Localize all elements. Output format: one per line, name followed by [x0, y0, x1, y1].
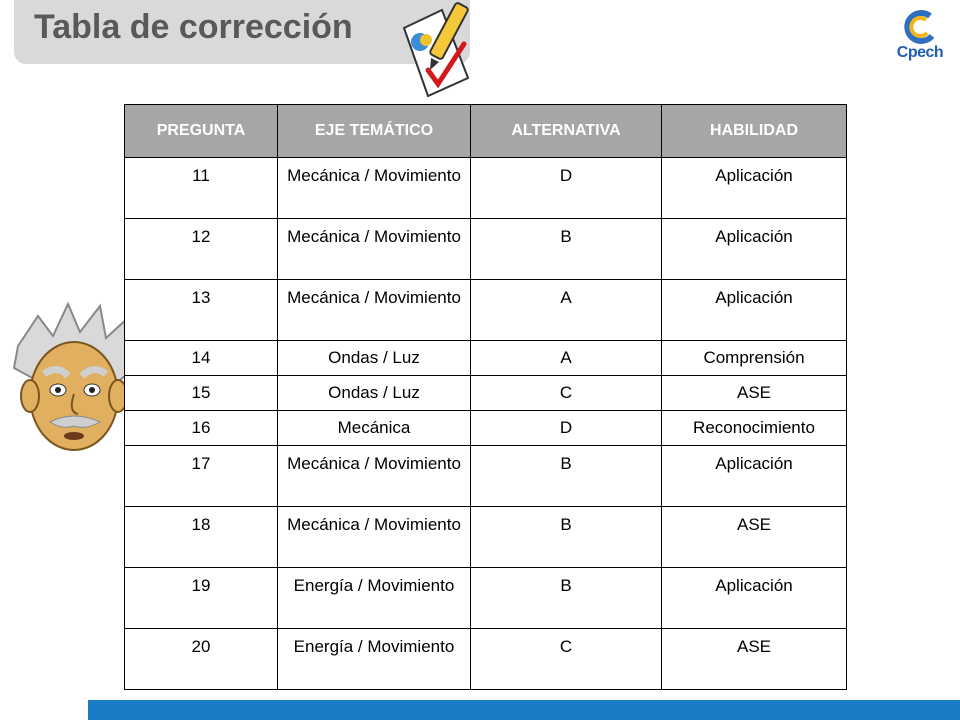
- cell-eje: Ondas / Luz: [278, 341, 471, 376]
- cell-pregunta: 12: [125, 219, 278, 280]
- cell-habilidad: Aplicación: [662, 446, 847, 507]
- header-eje-tematico: EJE TEMÁTICO: [278, 105, 471, 158]
- cell-habilidad: ASE: [662, 507, 847, 568]
- correction-table: [124, 104, 847, 690]
- header-pregunta: PREGUNTA: [125, 105, 278, 158]
- cell-pregunta: 15: [125, 376, 278, 411]
- table-row: [125, 158, 847, 219]
- cell-eje: Mecánica / Movimiento: [278, 446, 471, 507]
- cell-habilidad: Aplicación: [662, 568, 847, 629]
- cell-pregunta: 18: [125, 507, 278, 568]
- table-row: [125, 341, 847, 376]
- cell-pregunta: 19: [125, 568, 278, 629]
- cell-alternativa: C: [471, 376, 662, 411]
- logo-text: Cpech: [896, 44, 944, 61]
- table-row: [125, 629, 847, 690]
- cell-habilidad: ASE: [662, 376, 847, 411]
- cell-habilidad: Aplicación: [662, 280, 847, 341]
- header-alternativa: ALTERNATIVA: [471, 105, 662, 158]
- cell-eje: Ondas / Luz: [278, 376, 471, 411]
- cell-alternativa: A: [471, 280, 662, 341]
- cell-habilidad: Aplicación: [662, 219, 847, 280]
- cell-eje: Mecánica / Movimiento: [278, 219, 471, 280]
- cell-alternativa: B: [471, 219, 662, 280]
- cell-habilidad: Aplicación: [662, 158, 847, 219]
- cell-pregunta: 20: [125, 629, 278, 690]
- cell-eje: Mecánica: [278, 411, 471, 446]
- table-row: [125, 568, 847, 629]
- table-row: [125, 219, 847, 280]
- cell-pregunta: 16: [125, 411, 278, 446]
- cell-pregunta: 11: [125, 158, 278, 219]
- cell-alternativa: B: [471, 568, 662, 629]
- cpech-logo: [888, 6, 952, 64]
- cell-habilidad: Reconocimiento: [662, 411, 847, 446]
- header-habilidad: HABILIDAD: [662, 105, 847, 158]
- cell-habilidad: Comprensión: [662, 341, 847, 376]
- page-title: Tabla de corrección: [34, 8, 353, 46]
- table-row: [125, 376, 847, 411]
- footer-bar: [88, 700, 960, 720]
- cell-eje: Energía / Movimiento: [278, 629, 471, 690]
- table-row: [125, 280, 847, 341]
- cell-pregunta: 13: [125, 280, 278, 341]
- cell-pregunta: 14: [125, 341, 278, 376]
- pencil-checklist-icon: [398, 0, 478, 100]
- cell-eje: Mecánica / Movimiento: [278, 158, 471, 219]
- cell-pregunta: 17: [125, 446, 278, 507]
- cell-eje: Mecánica / Movimiento: [278, 507, 471, 568]
- cell-alternativa: C: [471, 629, 662, 690]
- cell-alternativa: D: [471, 158, 662, 219]
- table-header-row: [125, 105, 847, 158]
- table-row: [125, 411, 847, 446]
- cell-alternativa: A: [471, 341, 662, 376]
- cell-eje: Energía / Movimiento: [278, 568, 471, 629]
- table-row: [125, 446, 847, 507]
- cpech-logo-icon: [888, 6, 952, 46]
- table-row: [125, 507, 847, 568]
- cell-alternativa: B: [471, 446, 662, 507]
- cell-alternativa: D: [471, 411, 662, 446]
- cell-alternativa: B: [471, 507, 662, 568]
- cell-eje: Mecánica / Movimiento: [278, 280, 471, 341]
- cell-habilidad: ASE: [662, 629, 847, 690]
